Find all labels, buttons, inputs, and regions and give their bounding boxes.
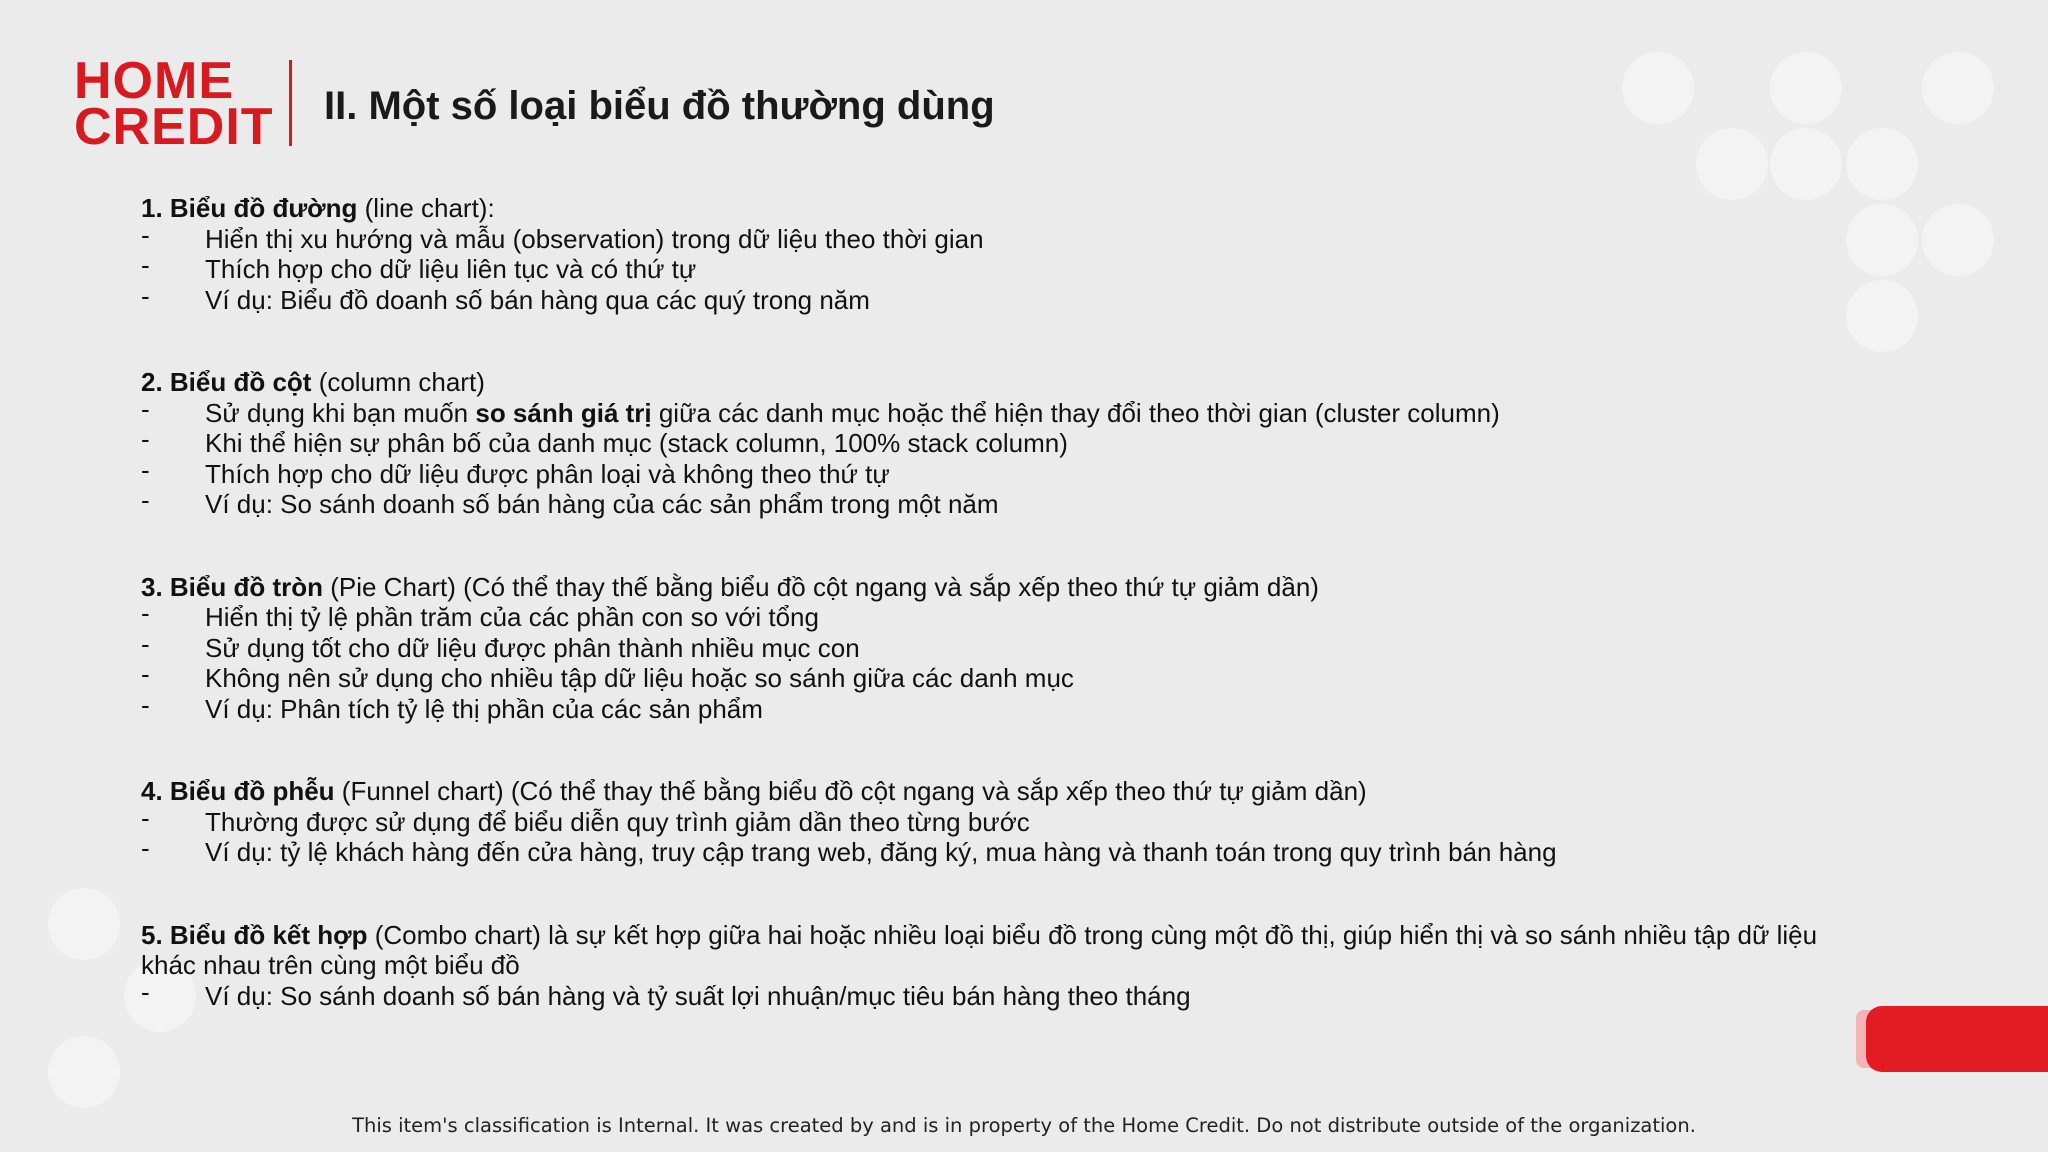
section-line-chart xyxy=(141,193,1821,315)
section-heading: 1. Biểu đồ đường (line chart): xyxy=(141,193,495,223)
section-column-chart xyxy=(141,367,1821,520)
bullet-dash: - xyxy=(141,976,150,1007)
bullet-dash: - xyxy=(141,833,150,863)
list-item: - Ví dụ: tỷ lệ khách hàng đến cửa hàng, truy cập trang web, đăng ký, mua hàng và thanh toán trong quy trình bán hàng xyxy=(141,833,1557,867)
bullet-dash: - xyxy=(141,802,150,833)
list-item: - Ví dụ: Phân tích tỷ lệ thị phần của các sản phẩm xyxy=(141,689,763,724)
background-dot xyxy=(48,888,120,960)
red-accent-bar xyxy=(1866,1006,2048,1072)
list-item: - Thích hợp cho dữ liệu được phân loại và không theo thứ tự xyxy=(141,454,890,489)
bullet-dash: - xyxy=(141,628,150,659)
section-funnel-chart xyxy=(141,776,1821,868)
list-item: - Ví dụ: Biểu đồ doanh số bán hàng qua các quý trong năm xyxy=(141,280,870,315)
background-dot xyxy=(1922,204,1994,276)
background-dot xyxy=(1846,128,1918,200)
list-item: - Thường được sử dụng để biểu diễn quy trình giảm dần theo từng bước xyxy=(141,802,1030,837)
section-pie-chart xyxy=(141,572,1821,725)
background-dot xyxy=(1922,52,1994,124)
background-dot xyxy=(1846,280,1918,352)
slide-title: II. Một số loại biểu đồ thường dùng xyxy=(324,84,995,128)
section-heading: 5. Biểu đồ kết hợp (Combo chart) là sự kết hợp giữa hai hoặc nhiều loại biểu đồ trong cùng một đồ thị, giúp hiển thị và so sánh nhiều tập dữ liệu khác nhau trên cùng một biểu đồ xyxy=(141,919,1818,980)
section-heading: 2. Biểu đồ cột (column chart) xyxy=(141,367,485,397)
bullet-dash: - xyxy=(141,424,150,454)
bullet-dash: - xyxy=(141,280,150,311)
background-dot xyxy=(1846,204,1918,276)
background-dot xyxy=(1622,52,1694,124)
logo-line-1: HOME xyxy=(74,52,234,110)
bullet-dash: - xyxy=(141,485,150,515)
home-credit-logo xyxy=(74,52,274,156)
section-combo-chart xyxy=(141,920,1821,1012)
bullet-dash: - xyxy=(141,454,150,485)
list-item: - Hiển thị xu hướng và mẫu (observation) trong dữ liệu theo thời gian xyxy=(141,219,984,254)
classification-footer: This item's classification is Internal. It was created by and is in property of the Home Credit. Do not distribute outside of the organization. xyxy=(352,1114,1696,1137)
title-divider xyxy=(289,60,292,146)
list-item: - Sử dụng tốt cho dữ liệu được phân thành nhiều mục con xyxy=(141,628,860,663)
slide-content xyxy=(141,193,1821,1063)
list-item: - Sử dụng khi bạn muốn so sánh giá trị giữa các danh mục hoặc thể hiện thay đổi theo thời gian (cluster column) xyxy=(141,393,1500,428)
bullet-dash: - xyxy=(141,393,150,424)
bullet-dash: - xyxy=(141,250,150,280)
list-item: - Ví dụ: So sánh doanh số bán hàng của các sản phẩm trong một năm xyxy=(141,485,999,519)
background-dot xyxy=(1696,128,1768,200)
list-item: - Khi thể hiện sự phân bố của danh mục (stack column, 100% stack column) xyxy=(141,424,1068,458)
bullet-dash: - xyxy=(141,598,150,628)
bullet-dash: - xyxy=(141,659,150,689)
list-item: - Ví dụ: So sánh doanh số bán hàng và tỷ suất lợi nhuận/mục tiêu bán hàng theo tháng xyxy=(141,976,1191,1011)
background-dot xyxy=(1770,128,1842,200)
section-heading: 3. Biểu đồ tròn (Pie Chart) (Có thể thay thế bằng biểu đồ cột ngang và sắp xếp theo thứ tự giảm dần) xyxy=(141,571,1319,602)
bullet-dash: - xyxy=(141,689,150,720)
list-item: - Không nên sử dụng cho nhiều tập dữ liệu hoặc so sánh giữa các danh mục xyxy=(141,659,1074,693)
list-item: - Hiển thị tỷ lệ phần trăm của các phần con so với tổng xyxy=(141,598,819,632)
background-dot xyxy=(1770,52,1842,124)
logo-line-2: CREDIT xyxy=(74,98,274,156)
bullet-dash: - xyxy=(141,219,150,250)
background-dot xyxy=(48,1036,120,1108)
section-heading: 4. Biểu đồ phễu (Funnel chart) (Có thể thay thế bằng biểu đồ cột ngang và sắp xếp theo thứ tự giảm dần) xyxy=(141,776,1367,806)
list-item: - Thích hợp cho dữ liệu liên tục và có thứ tự xyxy=(141,250,697,284)
